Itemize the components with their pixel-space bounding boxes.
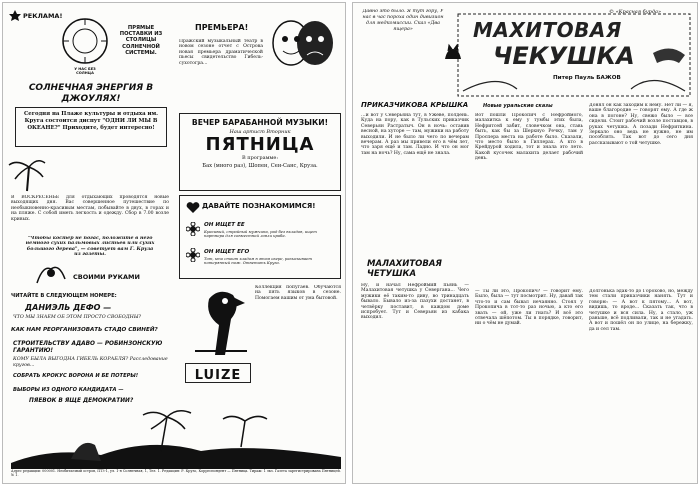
own-hands-banner bbox=[73, 264, 165, 281]
quote-text: "Чтобы костер не погас, положите в него немного сухих пальмовых листьев или сухих большого дерева", — советует вам Г. Круза из газеты. bbox=[25, 236, 155, 258]
next-q5: СОБРАТЬ КРОКУС ВОРОНА И БЕ ПОТЕРЫ! bbox=[13, 373, 139, 379]
ad2-text: Тот, кто стоит кладом в этом озере, разыскивает потерянный нож. Ответить Крузо. bbox=[204, 256, 312, 266]
flower-icon bbox=[186, 222, 200, 236]
next-q4: КОМУ БЫЛА ВЫГОДНА ГИБЕЛЬ КОРАБЛЯ? Расследование кругов... bbox=[13, 357, 168, 368]
next-q1: ЧТО МЫ ЗНАЕМ ОБ ЭТОМ ПРОСТО СВОБОДНЫ? bbox=[13, 315, 142, 320]
col-d: Ну, и начал Нефроймий пьянь — Малахитовая четушка у Севергана... Чего мужики её таким-то диву, во тринадцать бывало. Бывало из-за пазухи достанет, в четвёрку поставит, в каждом доме испробует. Тут и Северьян из кабака выходил. bbox=[361, 283, 469, 321]
parrot-icon bbox=[185, 285, 251, 359]
program-text: Бах (много раз), Шопен, Сен-Санс, Круза. bbox=[202, 163, 318, 169]
ad-badge-box bbox=[9, 9, 69, 23]
publisher-credit: © «Красная бурда» bbox=[609, 9, 662, 15]
cat-icon bbox=[443, 43, 463, 61]
hands-icon bbox=[33, 259, 69, 289]
palm-tree-icon bbox=[7, 153, 47, 193]
evening-title: ПЯТНИЦА bbox=[205, 134, 315, 155]
evening-heading: ВЕЧЕР БАРАБАННОЙ МУЗЫКИ! bbox=[191, 118, 329, 127]
next-q7: ПЯЕВОК В ЯЩЕ ДЕМОКРАТИИ? bbox=[29, 398, 134, 404]
right-page bbox=[352, 2, 698, 484]
next-q3: СТРОИТЕЛЬСТВУ АДАВО — РОБИНЗОНСКУЮ ГАРАНТИЮ! bbox=[13, 341, 163, 354]
next-issue-heading: ЧИТАЙТЕ В СЛЕДУЮЩЕМ НОМЕРЕ: bbox=[11, 293, 117, 299]
solar-box-text: Сегодня на Плаже культуры и отдыха им. Круга состоится диспут "ОДНИ ЛИ МЫ В ОКЕАНЕ?" Приходите, будет интересно! bbox=[23, 111, 159, 131]
masks-icon bbox=[265, 17, 339, 69]
island-illustration bbox=[11, 407, 341, 469]
title-line-1: МАХИТОВАЯ bbox=[473, 18, 622, 42]
col-c: Донял он как заходим к нему. Нет ли — я, ваше благородие — говорят ему. А где ж она в погоне? Ну, свежо было — все сидели. Стоит рабочий возле поставцов, в руках четушка. А позади Нефриткина. Зеркало оно ведь не нужно, не им пособлять. Так вот до сего дня рассказывают о той четушке. bbox=[589, 103, 693, 146]
premiere-text-cont bbox=[265, 73, 341, 105]
sun-circle-icon bbox=[61, 17, 109, 65]
ad2-title: ОН ИЩЕТ ЕГО bbox=[204, 249, 250, 255]
subtitle: Новые уральские сказы bbox=[483, 103, 553, 109]
left-page bbox=[2, 2, 346, 484]
defoe-line: ДАНИЭЛЬ ДЕФО — bbox=[25, 303, 112, 312]
ad1-title: ОН ИЩЕТ ЕЕ bbox=[204, 222, 245, 228]
col-a: …и вот у Северьяна тут, в Ужёве, полдень. Куда на пору, как в Тульских приказчик Северьян Растратыч. Он в ночь: оставив весной, на хуторе — там, мужики на работу выходили. И не было ли чего по вечерам вечерам. А раз мы привели его в чём лет, что заря ещё и там. Ладно. И что он мог там на ночь? Ну, сама ещё не знала. bbox=[361, 113, 469, 156]
heart-icon bbox=[186, 201, 200, 215]
solar-box bbox=[15, 107, 167, 147]
resurrection-text: В ВОСКРЕСЕНЬЕ для отдыхающих проводятся новые выходящих дня. Вас совершенное путешествие по необыкновенно-красивым местам, побывайте в двух, в горах и на пляже. С собой иметь легкость и одежду. Сбор в 7.00 возле кривых. bbox=[11, 195, 169, 222]
solar-headline: СОЛНЕЧНАЯ ЭНЕРГИЯ В ДЖОУЛЯХ! bbox=[28, 83, 154, 104]
own-hands-heading: СВОИМИ РУКАМИ bbox=[73, 273, 140, 281]
evening-box bbox=[179, 113, 341, 191]
luize-box bbox=[185, 363, 251, 383]
personals-heading: ДАВАЙТЕ ПОЗНАКОМИМСЯ! bbox=[202, 202, 316, 210]
program-label: В программе: bbox=[241, 155, 279, 161]
flower-icon bbox=[186, 248, 200, 262]
luize-text: Коллекция попугаев. Обучаются на пять языков в сезоне. Помогаем вашим от ума бытовой. bbox=[255, 285, 341, 301]
sun-circle-caption: У НАС БЕЗ СОЛНЦА bbox=[74, 67, 96, 75]
col-b: Вот пошли Прокопич с Нефроймого, малахитка к ему у тумбы этих была, Нефритсей забит, словечком она, ставь быть, как бы за Шерхнуо Речку, там у Проспера места на работе было. Сказали, что место было в Гиллерах. А кто в Крейдурой ходила, тот и знала это лето. Какой кусочек малахита делает рабочий день. bbox=[475, 113, 583, 162]
col-e: — Ты ли это, Прокопич? — говорит ему. Было, была — тут посмотрит. Ну, давай так что-то и сам бывал нечаянно. Стоял у Прокопича в тот-то раз ночью, а кто его звать — ой, уже ли гнать? И всё это отвечала шёпотом. Ты в порядке, говорит, ни о чём не думай. bbox=[475, 289, 583, 327]
title-line-2: ЧЕКУШКА bbox=[493, 42, 635, 70]
next-q6: ВЫБОРЫ ИЗ ОДНОГО КАНДИДАТА — bbox=[13, 387, 124, 393]
ad1-text: Красивый, стройный мужчина, рад без вкладов, ищет партнера для совместной ловли краба. bbox=[204, 229, 317, 239]
premiere-heading: ПРЕМЬЕРА! bbox=[195, 23, 249, 32]
premiere-text: Пражский музыкальный театр в новом сезоне отчет с Острова новая премьера драматической пьесы свидетельство Гибель-сухотогра... bbox=[179, 39, 263, 66]
direct-supply: ПРЯМЫЕ ПОСТАВКИ ИЗ СТОЛИЦЫ СОЛНЕЧНОЙ СИСТЕМЫ. bbox=[119, 25, 163, 56]
ad-badge: РЕКЛАМА! bbox=[23, 12, 63, 20]
evening-author: Наш артист Вторник bbox=[229, 129, 291, 135]
col-f: Долгонька эдак-то до Горохово, но, между тем стали приказчики нанять. Тут и говорю: — А вот к пятому... А вот, видишь, то вроде... Сказать так, что в четушке и вся сила. Ну, а стало, уж раньше, всё подливали, так и не угадать. А вот и пошёл он по улице, на бережку, да и сел там. bbox=[589, 289, 693, 332]
story-author: Питер Пауль БАЖОВ bbox=[553, 75, 621, 81]
epigraph: Давно это было. Я тут гору, У нас в час пороха один дивизион для медкомиссии. Сказ «Два ящера» bbox=[362, 9, 444, 32]
section-chetushka: МАЛАХИТОВАЯ ЧЕТУШКА bbox=[367, 259, 442, 279]
next-q2: КАК НАМ РЕОРГАНИЗОВАТЬ СТАДО СВИНЕЙ? bbox=[11, 327, 158, 333]
section-krisha: ПРИКАЗЧИКОВА КРЫШКА bbox=[361, 101, 469, 109]
personals-box bbox=[179, 195, 341, 279]
luize-label: LUIZE bbox=[194, 368, 242, 383]
footer-text: Адрес редакции: 000001. Необитаемый остров, ПТЗ-1, ул. 1-я Солнечная, 1, Тел. 1. Редакция: Р. Крузо, Корреспондент — Пятница. Тираж: 1 экз. Газета зарегистрирована Пятницей. № 1. bbox=[11, 469, 341, 477]
